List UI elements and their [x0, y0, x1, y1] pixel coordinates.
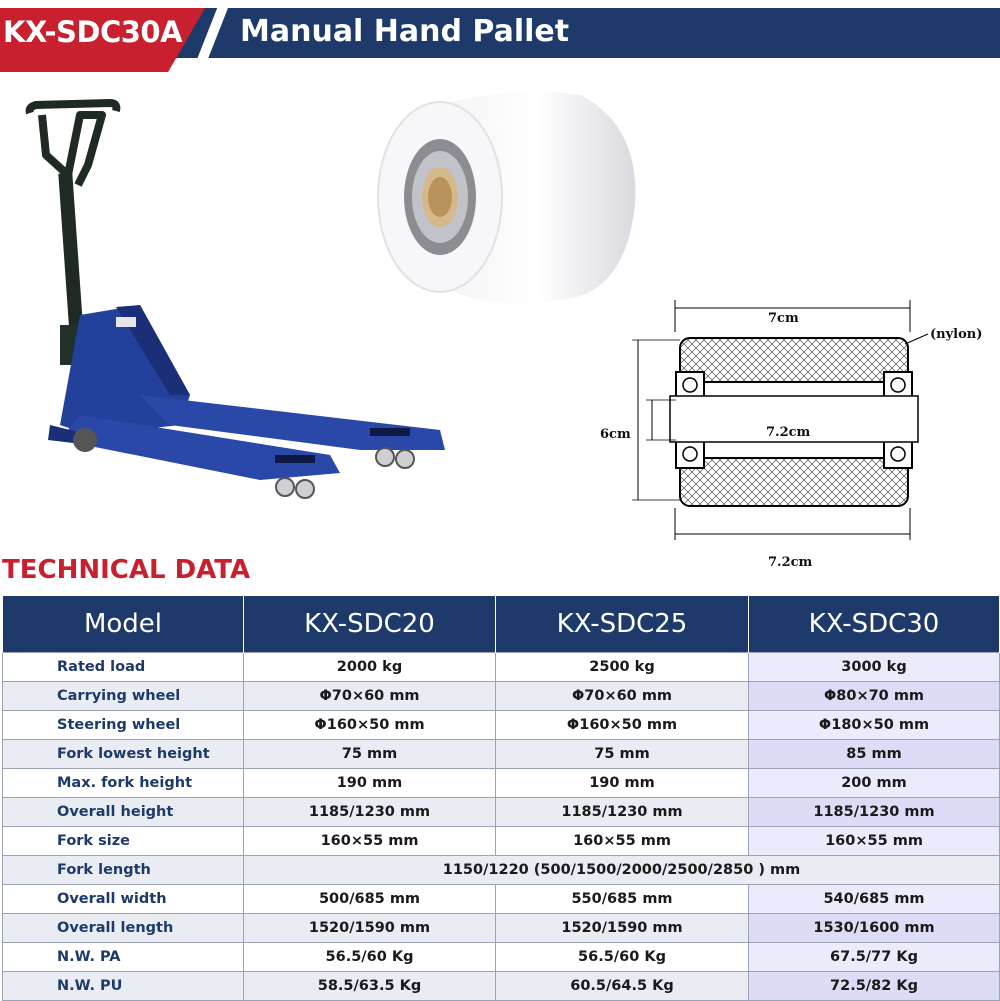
wheel-cross-section-diagram: [600, 300, 1000, 580]
table-header-row: [3, 596, 1000, 653]
cell-value: 75 mm: [244, 740, 496, 769]
table-row: [3, 682, 1000, 711]
row-label: Fork size: [3, 827, 244, 856]
table-row: [3, 740, 1000, 769]
cell-value: 58.5/63.5 Kg: [244, 972, 496, 1001]
section-title: TECHNICAL DATA: [2, 555, 251, 585]
cell-value: 550/685 mm: [496, 885, 749, 914]
cell-value: Φ160×50 mm: [244, 711, 496, 740]
cell-value: 190 mm: [244, 769, 496, 798]
cell-value: 2000 kg: [244, 653, 496, 682]
cell-value: 190 mm: [496, 769, 749, 798]
row-label: Carrying wheel: [3, 682, 244, 711]
table-row: [3, 653, 1000, 682]
header-kx-sdc30: KX-SDC30: [749, 596, 1000, 653]
cell-value: 200 mm: [749, 769, 1000, 798]
cell-value: 1520/1590 mm: [244, 914, 496, 943]
cell-value: Φ80×70 mm: [749, 682, 1000, 711]
header-kx-sdc25: KX-SDC25: [496, 596, 749, 653]
cell-value: 60.5/64.5 Kg: [496, 972, 749, 1001]
row-label: Max. fork height: [3, 769, 244, 798]
cell-value: Φ160×50 mm: [496, 711, 749, 740]
cell-value: 2500 kg: [496, 653, 749, 682]
cell-value: 1185/1230 mm: [244, 798, 496, 827]
table-row: [3, 914, 1000, 943]
spec-table: [2, 596, 1000, 1001]
dim-bottom-width: 7.2cm: [768, 555, 813, 570]
cell-value: 75 mm: [496, 740, 749, 769]
dim-top-width: 7cm: [768, 311, 799, 326]
table-row: [3, 769, 1000, 798]
row-label: N.W. PA: [3, 943, 244, 972]
cell-value: 67.5/77 Kg: [749, 943, 1000, 972]
nylon-wheel-photo: [370, 85, 640, 310]
table-row: [3, 827, 1000, 856]
cell-value: Φ70×60 mm: [244, 682, 496, 711]
page-header: [0, 0, 1000, 72]
header-kx-sdc20: KX-SDC20: [244, 596, 496, 653]
row-label: Rated load: [3, 653, 244, 682]
dim-height: 6cm: [600, 427, 631, 442]
cell-value: 500/685 mm: [244, 885, 496, 914]
table-row-fork-length: [3, 856, 1000, 885]
cell-value: 160×55 mm: [244, 827, 496, 856]
row-label: Fork lowest height: [3, 740, 244, 769]
cell-value: 85 mm: [749, 740, 1000, 769]
cell-value: 160×55 mm: [749, 827, 1000, 856]
row-label: Steering wheel: [3, 711, 244, 740]
cell-value-merged: 1150/1220 (500/1500/2000/2500/2850 ) mm: [244, 856, 1000, 885]
cell-value: 3000 kg: [749, 653, 1000, 682]
header-model: Model: [3, 596, 244, 653]
table-row: [3, 972, 1000, 1001]
dim-inner-width: 7.2cm: [766, 425, 811, 440]
cell-value: 1185/1230 mm: [749, 798, 1000, 827]
table-row: [3, 943, 1000, 972]
page-title: Manual Hand Pallet: [240, 14, 570, 49]
row-label: Fork length: [3, 856, 244, 885]
cell-value: Φ180×50 mm: [749, 711, 1000, 740]
table-row: [3, 798, 1000, 827]
row-label: Overall height: [3, 798, 244, 827]
cell-value: 72.5/82 Kg: [749, 972, 1000, 1001]
cell-value: 1530/1600 mm: [749, 914, 1000, 943]
cell-value: 1185/1230 mm: [496, 798, 749, 827]
model-code: KX-SDC30A: [3, 15, 183, 49]
cell-value: 540/685 mm: [749, 885, 1000, 914]
dim-material: (nylon): [930, 327, 983, 342]
cell-value: 160×55 mm: [496, 827, 749, 856]
row-label: Overall width: [3, 885, 244, 914]
table-row: [3, 711, 1000, 740]
row-label: Overall length: [3, 914, 244, 943]
cell-value: 1520/1590 mm: [496, 914, 749, 943]
cell-value: Φ70×60 mm: [496, 682, 749, 711]
cell-value: 56.5/60 Kg: [244, 943, 496, 972]
cell-value: 56.5/60 Kg: [496, 943, 749, 972]
table-row: [3, 885, 1000, 914]
row-label: N.W. PU: [3, 972, 244, 1001]
